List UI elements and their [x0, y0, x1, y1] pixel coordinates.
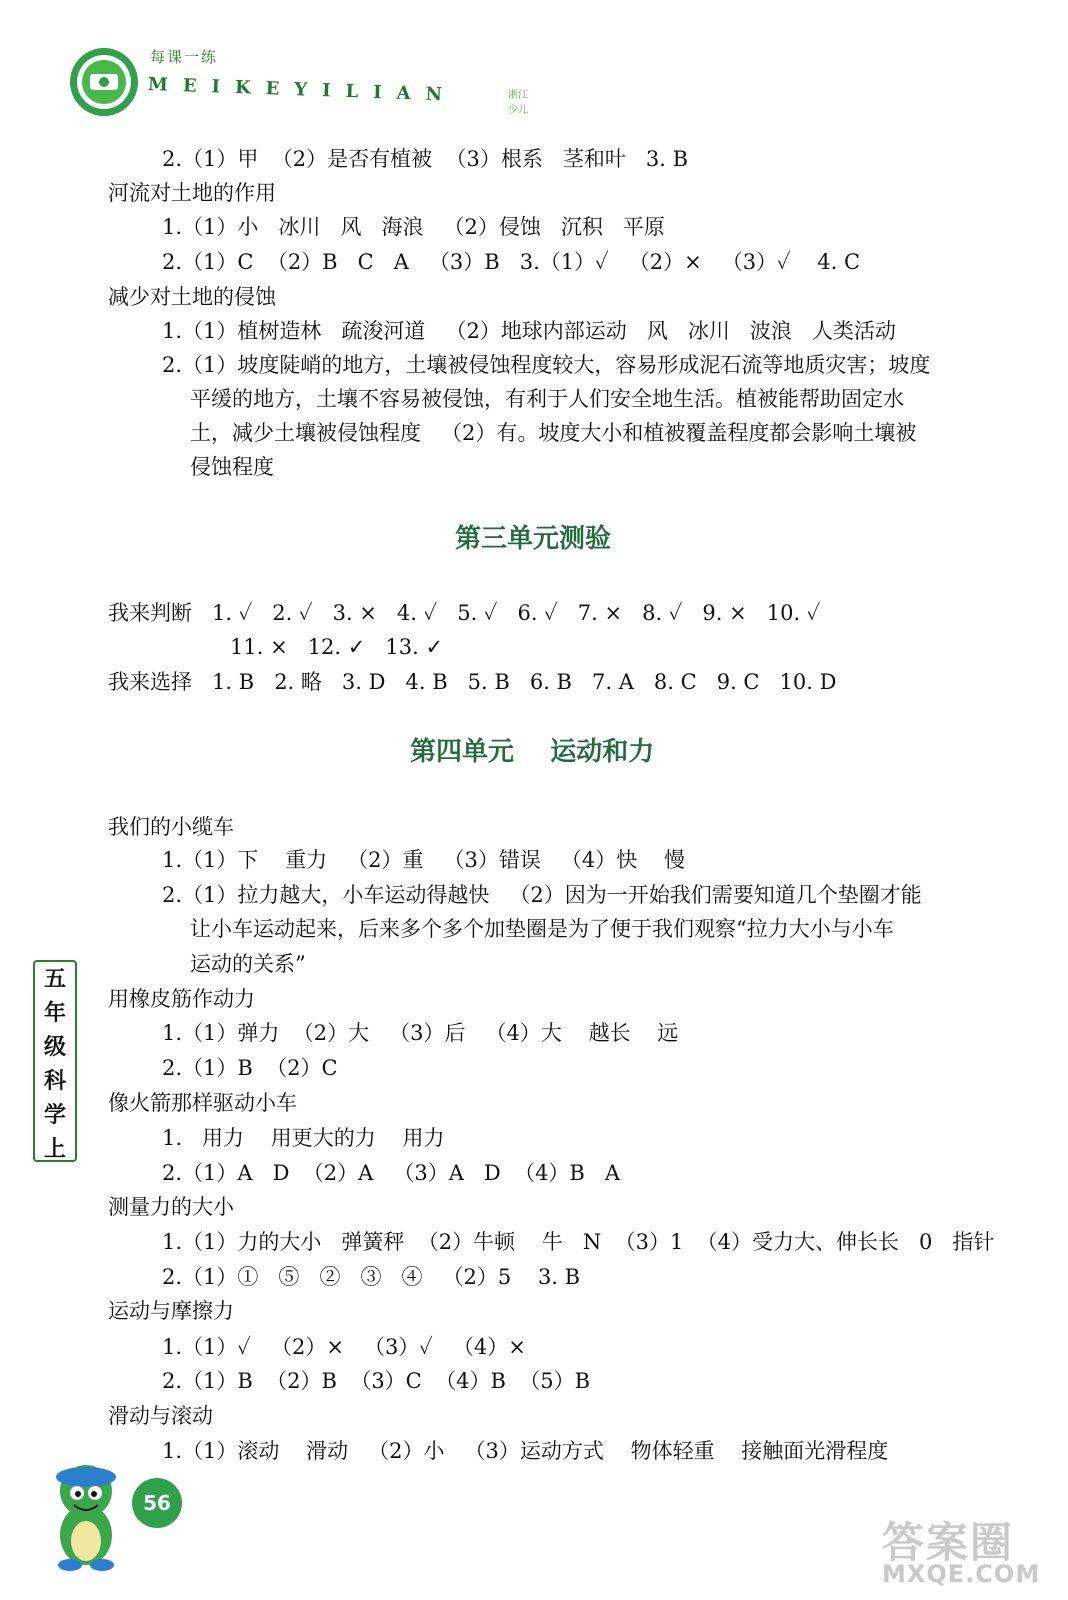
answer-line: 侵蚀程度 — [190, 455, 274, 479]
watermark-chinese: 答案圈 — [882, 1518, 1015, 1567]
section-heading: 用橡皮筋作动力 — [108, 987, 255, 1011]
answer-line: 我来判断 1. ✓ 2. ✓ 3. × 4. ✓ 5. ✓ 6. ✓ 7. × 8. ✓ 9. × 10. ✓ — [108, 601, 821, 625]
answer-line: 1.（1）下 重力 （2）重 （3）错误 （4）快 慢 — [162, 848, 685, 872]
watermark-logo — [882, 1510, 1042, 1590]
side-label-char: 年 — [43, 1001, 66, 1026]
answer-line: 2.（1）A D （2）A （3）A D （4）B A — [162, 1161, 621, 1185]
brand-english-name: MEIKEYILIAN — [147, 74, 458, 106]
answer-line: 11. × 12. ✓ 13. ✓ — [230, 635, 444, 659]
answer-line: 2.（1）坡度陡峭的地方，土壤被侵蚀程度较大，容易形成泥石流等地质灾害；坡度 — [162, 353, 931, 377]
side-label-char: 上 — [43, 1137, 66, 1162]
answer-line: 1. 用力 用更大的力 用力 — [162, 1126, 445, 1150]
section-heading: 河流对土地的作用 — [108, 181, 276, 205]
answer-line: 1.（1）弹力 （2）大 （3）后 （4）大 越长 远 — [162, 1021, 679, 1045]
answer-line: 2.（1）甲 （2）是否有植被 （3）根系 茎和叶 3. B — [162, 147, 689, 171]
section-heading: 测量力的大小 — [108, 1195, 234, 1219]
answer-line: 2.（1）拉力越大，小车运动得越快 （2）因为一开始我们需要知道几个垫圈才能 — [162, 883, 922, 907]
section-heading: 我们的小缆车 — [108, 815, 234, 839]
watermark-url: MXQE.COM — [882, 1560, 1041, 1588]
answer-line: 平缓的地方，土壤不容易被侵蚀，有利于人们安全地生活。植被能帮助固定水 — [190, 387, 904, 411]
section-heading: 像火箭那样驱动小车 — [108, 1091, 297, 1115]
answer-line: 1.（1）力的大小 弹簧秤 （2）牛顿 牛 N （3）1 （4）受力大、伸长长 0 指针 — [162, 1230, 995, 1254]
side-label-char: 五 — [43, 967, 66, 992]
answer-line: 2.（1）B （2）B （3）C （4）B （5）B — [162, 1369, 591, 1393]
section-heading: 减少对土地的侵蚀 — [108, 285, 276, 309]
answer-line: 2.（1）① ⑤ ② ③ ④ （2）5 3. B — [162, 1265, 581, 1289]
answer-line: 1.（1）✓ （2）× （3）✓ （4）× — [162, 1335, 526, 1359]
side-label-char: 级 — [43, 1035, 66, 1060]
side-label-char: 科 — [43, 1069, 66, 1094]
answer-line: 土，减少土壤被侵蚀程度 （2）有。坡度大小和植被覆盖程度都会影响土壤被 — [190, 421, 917, 445]
brand-publisher: 浙江少儿 — [508, 90, 528, 116]
answer-line: 运动的关系” — [190, 952, 306, 976]
answer-line: 我来选择 1. B 2. 略 3. D 4. B 5. B 6. B 7. A 8. C 9. C 10. D — [108, 670, 837, 694]
side-label-char: 学 — [43, 1103, 66, 1128]
answer-line: 2.（1）C （2）B C A （3）B 3.（1）✓ （2）× （3）✓ 4. C — [162, 250, 861, 274]
answer-line: 1.（1）小 冰川 风 海浪 （2）侵蚀 沉积 平原 — [162, 215, 665, 239]
answer-line: 1.（1）植树造林 疏浚河道 （2）地球内部运动 风 冰川 波浪 人类活动 — [162, 319, 896, 343]
unit-title: 第四单元 运动和力 — [410, 737, 655, 767]
answer-line: 让小车运动起来，后来多个多个加垫圈是为了便于我们观察“拉力大小与小车 — [190, 917, 894, 941]
dinosaur-mascot-icon — [40, 1455, 132, 1573]
unit-title: 第三单元测验 — [455, 524, 612, 554]
section-heading: 滑动与滚动 — [108, 1404, 213, 1428]
grade-subject-label — [33, 960, 77, 1162]
section-heading: 运动与摩擦力 — [108, 1299, 234, 1323]
answer-line: 2.（1）B （2）C — [162, 1056, 338, 1080]
brand-chinese-name: 每课一练 — [150, 48, 219, 66]
answer-line: 1.（1）滚动 滑动 （2）小 （3）运动方式 物体轻重 接触面光滑程度 — [162, 1439, 889, 1463]
page-number: 56 — [132, 1478, 182, 1528]
